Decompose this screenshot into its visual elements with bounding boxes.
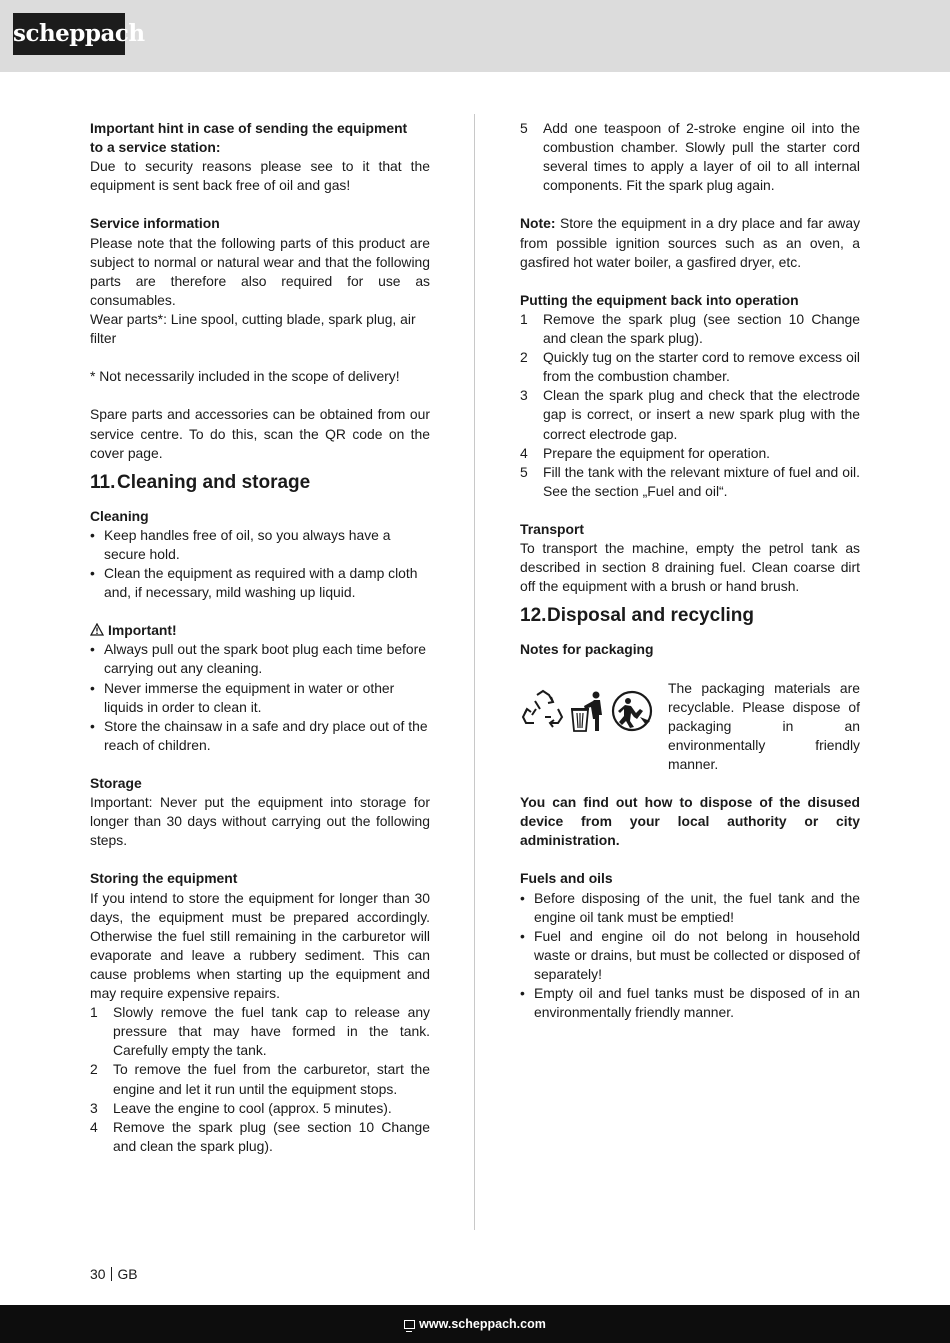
monitor-icon bbox=[404, 1320, 415, 1329]
list-item: • Always pull out the spark boot plug each time before carrying out any cleaning. bbox=[90, 641, 426, 677]
page-number-value: 30 bbox=[90, 1266, 106, 1282]
list-item: 2 Quickly tug on the starter cord to remove excess oil from the combustion chamber. bbox=[520, 349, 860, 385]
list-item: 2 To remove the fuel from the carburetor, start the engine and let it run until the equipment stops. bbox=[90, 1061, 430, 1097]
list-item: 3 Clean the spark plug and check that the electrode gap is correct, or insert a new spark plug with the correct electrode gap. bbox=[520, 387, 860, 442]
footer-website[interactable] bbox=[0, 1305, 950, 1343]
list-item: • Empty oil and fuel tanks must be disposed of in an environmentally friendly manner. bbox=[520, 985, 860, 1021]
section-12-heading bbox=[520, 604, 860, 628]
section-11-heading bbox=[90, 471, 430, 495]
list-item: 5 Fill the tank with the relevant mixture of fuel and oil. See the section „Fuel and oil“. bbox=[520, 463, 860, 499]
service-title: Service information bbox=[90, 215, 220, 232]
footnote: * Not necessarily included in the scope of delivery! bbox=[90, 368, 400, 385]
warning-triangle-icon bbox=[90, 623, 104, 636]
packaging-title: Notes for packaging bbox=[520, 641, 654, 658]
section-11-title: Cleaning and storage bbox=[117, 471, 311, 493]
section-12-number: 12. bbox=[520, 605, 547, 627]
storage-title: Storage bbox=[90, 775, 142, 791]
list-item: • Store the chainsaw in a safe and dry place out of the reach of children. bbox=[90, 717, 428, 753]
list-item: 4 Remove the spark plug (see section 10 Change and clean the spark plug). bbox=[90, 1118, 430, 1154]
list-item: 5 Add one teaspoon of 2-stroke engine oil into the combustion chamber. Slowly pull the starter cord several times to apply a layer of oil to all internal components. Fit the spark plug again. bbox=[520, 120, 860, 194]
spare-parts-info: Spare parts and accessories can be obtained from our service centre. To do this, scan the QR code on the cover page. bbox=[90, 406, 430, 461]
storage-body: Important: Never put the equipment into storage for longer than 30 days without carrying out the following steps. bbox=[90, 794, 430, 849]
note-label: Note: bbox=[520, 215, 556, 232]
dispose-info: You can find out how to dispose of the disused device from your local authority or city administration. bbox=[520, 794, 860, 849]
important-heading bbox=[90, 621, 430, 640]
service-body: Please note that the following parts of this product are subject to normal or natural wear and that the following parts are therefore also required for use as consumables. bbox=[90, 234, 430, 308]
wear-parts: Wear parts*: Line spool, cutting blade, spark plug, air filter bbox=[90, 310, 416, 347]
transport-body: To transport the machine, empty the petrol tank as described in section 8 draining fuel. Clean coarse dirt off the equipment with a brush or hand brush. bbox=[520, 540, 860, 595]
cleaning-title: Cleaning bbox=[90, 507, 149, 524]
section-12-title: Disposal and recycling bbox=[547, 605, 754, 627]
hint-title-line-2: to a service station: bbox=[90, 139, 221, 156]
hint-title-line-1: Important hint in case of sending the equipment bbox=[90, 120, 408, 136]
left-column bbox=[90, 119, 430, 1156]
list-item: • Before disposing of the unit, the fuel tank and the engine oil tank must be emptied! bbox=[520, 889, 860, 925]
hint-body: Due to security reasons please see to it that the equipment is sent back free of oil and gas! bbox=[90, 158, 430, 194]
list-item: • Keep handles free of oil, so you always have a secure hold. bbox=[90, 526, 391, 562]
transport-title: Transport bbox=[520, 520, 585, 537]
back-into-operation-title: Putting the equipment back into operation bbox=[520, 291, 799, 308]
brand-logo: scheppach bbox=[13, 13, 125, 55]
page-number bbox=[90, 1265, 138, 1283]
section-11-number: 11. bbox=[90, 471, 116, 493]
trash-bin-person-icon bbox=[570, 689, 606, 733]
packaging-body: The packaging materials are recyclable. Please dispose of packaging in an environmentally friendly manner. bbox=[668, 679, 860, 772]
packaging-block bbox=[520, 679, 860, 774]
list-item: • Fuel and engine oil do not belong in household waste or drains, but must be collected or disposed of separately! bbox=[520, 927, 860, 982]
list-item: • Clean the equipment as required with a damp cloth and, if necessary, mild washing up liquid. bbox=[90, 564, 418, 601]
right-column bbox=[520, 119, 860, 1022]
storing-title: Storing the equipment bbox=[90, 870, 238, 887]
recycle-icon bbox=[520, 689, 566, 733]
list-item: 1 Slowly remove the fuel tank cap to release any pressure that may have formed in the tank. Carefully empty the tank. bbox=[90, 1004, 430, 1059]
list-item: • Never immerse the equipment in water or other liquids in order to clean it. bbox=[90, 679, 395, 715]
storage-note bbox=[520, 214, 860, 271]
language-code: GB bbox=[117, 1266, 138, 1282]
fuels-title: Fuels and oils bbox=[520, 870, 613, 887]
column-divider bbox=[474, 114, 475, 1230]
packaging-icons bbox=[520, 679, 668, 733]
list-item: 1 Remove the spark plug (see section 10 Change and clean the spark plug). bbox=[520, 310, 860, 347]
website-link[interactable]: www.scheppach.com bbox=[419, 1317, 546, 1331]
note-body: Store the equipment in a dry place and far away from possible ignition sources such as an oven, a gasfired hot water boiler, a gasfired dryer, etc. bbox=[520, 215, 861, 270]
important-title: Important! bbox=[108, 622, 177, 639]
green-dot-recycling-icon bbox=[610, 689, 656, 733]
storing-body: If you intend to store the equipment for longer than 30 days, the equipment must be prepared accordingly. Otherwise the fuel still remaining in the carburetor will evaporate and leave a rubbery sediment. This can cause problems when starting up the equipment and may require expensive repairs. bbox=[90, 889, 430, 1002]
list-item: 3 Leave the engine to cool (approx. 5 minutes). bbox=[90, 1099, 392, 1116]
list-item: 4 Prepare the equipment for operation. bbox=[520, 444, 771, 461]
